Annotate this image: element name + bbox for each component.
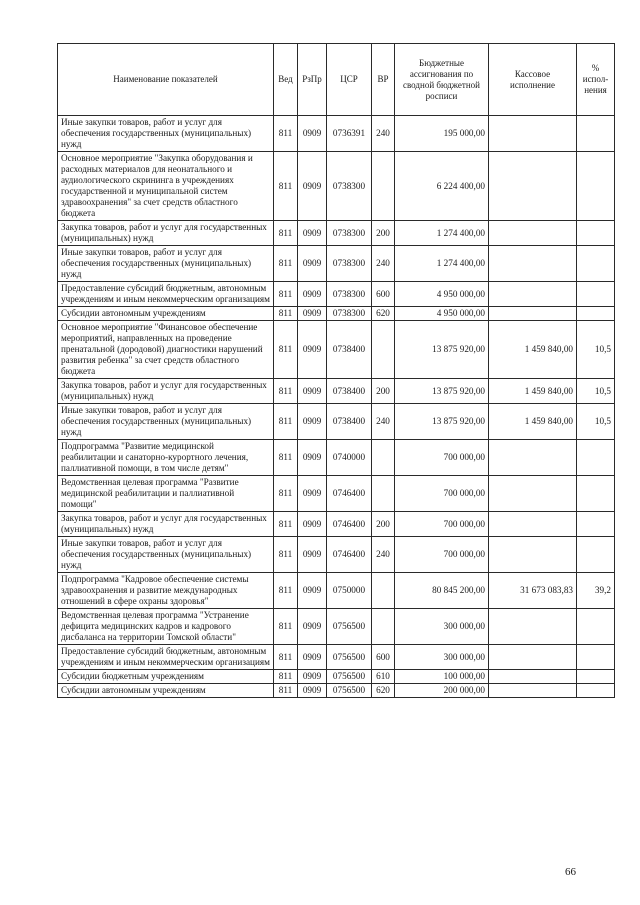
row-pct bbox=[577, 537, 615, 573]
row-name: Закупка товаров, работ и услуг для государственных (муниципальных) нужд bbox=[58, 221, 274, 246]
row-pct: 39,2 bbox=[577, 573, 615, 609]
row-vr: 620 bbox=[372, 684, 395, 698]
row-rzpr: 0909 bbox=[298, 476, 327, 512]
row-rzpr: 0909 bbox=[298, 116, 327, 152]
row-vr: 240 bbox=[372, 537, 395, 573]
table-row bbox=[58, 282, 615, 307]
row-cash: 31 673 083,83 bbox=[489, 573, 577, 609]
row-rzpr: 0909 bbox=[298, 246, 327, 282]
row-budget: 4 950 000,00 bbox=[395, 282, 489, 307]
table-row bbox=[58, 670, 615, 684]
row-budget: 100 000,00 bbox=[395, 670, 489, 684]
row-vr: 240 bbox=[372, 404, 395, 440]
row-cash bbox=[489, 537, 577, 573]
table-row bbox=[58, 379, 615, 404]
row-pct bbox=[577, 670, 615, 684]
row-cash bbox=[489, 440, 577, 476]
row-budget: 700 000,00 bbox=[395, 512, 489, 537]
row-csr: 0738400 bbox=[327, 404, 372, 440]
row-name: Предоставление субсидий бюджетным, автономным учреждениям и иным некоммерческим организациям bbox=[58, 282, 274, 307]
row-name: Иные закупки товаров, работ и услуг для обеспечения государственных (муниципальных) нужд bbox=[58, 116, 274, 152]
row-csr: 0746400 bbox=[327, 537, 372, 573]
table-row bbox=[58, 221, 615, 246]
row-cash bbox=[489, 307, 577, 321]
row-vr: 200 bbox=[372, 221, 395, 246]
row-ved: 811 bbox=[274, 573, 298, 609]
row-rzpr: 0909 bbox=[298, 537, 327, 573]
row-name: Субсидии автономным учреждениям bbox=[58, 684, 274, 698]
table-row bbox=[58, 116, 615, 152]
row-cash bbox=[489, 152, 577, 221]
row-pct bbox=[577, 476, 615, 512]
row-cash bbox=[489, 476, 577, 512]
row-pct bbox=[577, 282, 615, 307]
row-name: Иные закупки товаров, работ и услуг для обеспечения государственных (муниципальных) нужд bbox=[58, 246, 274, 282]
budget-execution-table bbox=[57, 43, 615, 698]
table-header-row bbox=[58, 44, 615, 116]
row-ved: 811 bbox=[274, 670, 298, 684]
row-ved: 811 bbox=[274, 476, 298, 512]
table-row bbox=[58, 476, 615, 512]
table-row bbox=[58, 246, 615, 282]
row-rzpr: 0909 bbox=[298, 440, 327, 476]
row-csr: 0738300 bbox=[327, 152, 372, 221]
row-rzpr: 0909 bbox=[298, 321, 327, 379]
row-cash: 1 459 840,00 bbox=[489, 379, 577, 404]
row-budget: 700 000,00 bbox=[395, 440, 489, 476]
row-csr: 0756500 bbox=[327, 645, 372, 670]
header-cash: Кассовое исполнение bbox=[489, 44, 577, 116]
row-vr: 240 bbox=[372, 246, 395, 282]
row-ved: 811 bbox=[274, 307, 298, 321]
row-name: Ведомственная целевая программа "Устранение дефицита медицинских кадров и кадрового дисбаланса на территории Томской области" bbox=[58, 609, 274, 645]
row-pct bbox=[577, 246, 615, 282]
row-cash bbox=[489, 116, 577, 152]
row-csr: 0740000 bbox=[327, 440, 372, 476]
row-ved: 811 bbox=[274, 116, 298, 152]
row-ved: 811 bbox=[274, 321, 298, 379]
table-row bbox=[58, 307, 615, 321]
row-vr bbox=[372, 440, 395, 476]
row-ved: 811 bbox=[274, 645, 298, 670]
page-number: 66 bbox=[565, 866, 576, 878]
row-csr: 0738300 bbox=[327, 282, 372, 307]
row-budget: 4 950 000,00 bbox=[395, 307, 489, 321]
row-vr bbox=[372, 609, 395, 645]
row-ved: 811 bbox=[274, 221, 298, 246]
row-cash: 1 459 840,00 bbox=[489, 404, 577, 440]
table-row bbox=[58, 573, 615, 609]
row-vr: 600 bbox=[372, 645, 395, 670]
row-rzpr: 0909 bbox=[298, 152, 327, 221]
row-name: Закупка товаров, работ и услуг для государственных (муниципальных) нужд bbox=[58, 512, 274, 537]
row-budget: 6 224 400,00 bbox=[395, 152, 489, 221]
row-rzpr: 0909 bbox=[298, 307, 327, 321]
row-rzpr: 0909 bbox=[298, 609, 327, 645]
row-vr bbox=[372, 573, 395, 609]
header-csr: ЦСР bbox=[327, 44, 372, 116]
row-ved: 811 bbox=[274, 440, 298, 476]
row-csr: 0750000 bbox=[327, 573, 372, 609]
row-budget: 80 845 200,00 bbox=[395, 573, 489, 609]
row-ved: 811 bbox=[274, 512, 298, 537]
row-name: Основное мероприятие "Финансовое обеспечение мероприятий, направленных на проведение пренатальной (дородовой) диагностики нарушений развития ребенка" за счет средств областного бюджета bbox=[58, 321, 274, 379]
row-budget: 300 000,00 bbox=[395, 609, 489, 645]
row-budget: 13 875 920,00 bbox=[395, 404, 489, 440]
row-vr: 610 bbox=[372, 670, 395, 684]
row-ved: 811 bbox=[274, 152, 298, 221]
row-name: Иные закупки товаров, работ и услуг для обеспечения государственных (муниципальных) нужд bbox=[58, 537, 274, 573]
row-csr: 0738300 bbox=[327, 307, 372, 321]
row-cash bbox=[489, 246, 577, 282]
row-pct bbox=[577, 221, 615, 246]
row-vr: 600 bbox=[372, 282, 395, 307]
table-row bbox=[58, 645, 615, 670]
row-ved: 811 bbox=[274, 246, 298, 282]
row-pct bbox=[577, 645, 615, 670]
row-cash bbox=[489, 221, 577, 246]
row-rzpr: 0909 bbox=[298, 573, 327, 609]
header-budget: Бюджетные ассигнования по сводной бюджетной росписи bbox=[395, 44, 489, 116]
header-vr: ВР bbox=[372, 44, 395, 116]
row-cash: 1 459 840,00 bbox=[489, 321, 577, 379]
row-ved: 811 bbox=[274, 609, 298, 645]
row-pct: 10,5 bbox=[577, 321, 615, 379]
row-vr bbox=[372, 476, 395, 512]
row-pct: 10,5 bbox=[577, 404, 615, 440]
row-csr: 0756500 bbox=[327, 670, 372, 684]
row-csr: 0746400 bbox=[327, 512, 372, 537]
row-pct bbox=[577, 684, 615, 698]
row-cash bbox=[489, 684, 577, 698]
row-vr: 200 bbox=[372, 379, 395, 404]
row-rzpr: 0909 bbox=[298, 670, 327, 684]
row-cash bbox=[489, 670, 577, 684]
row-cash bbox=[489, 609, 577, 645]
row-vr bbox=[372, 152, 395, 221]
table-row bbox=[58, 321, 615, 379]
row-name: Подпрограмма "Развитие медицинской реабилитации и санаторно-курортного лечения, паллиативной помощи, в том числе детям" bbox=[58, 440, 274, 476]
row-rzpr: 0909 bbox=[298, 512, 327, 537]
row-budget: 200 000,00 bbox=[395, 684, 489, 698]
row-csr: 0756500 bbox=[327, 609, 372, 645]
row-budget: 13 875 920,00 bbox=[395, 321, 489, 379]
row-ved: 811 bbox=[274, 404, 298, 440]
row-budget: 700 000,00 bbox=[395, 476, 489, 512]
row-ved: 811 bbox=[274, 537, 298, 573]
row-name: Подпрограмма "Кадровое обеспечение системы здравоохранения и развитие международных отношений в сфере охраны здоровья" bbox=[58, 573, 274, 609]
row-name: Субсидии автономным учреждениям bbox=[58, 307, 274, 321]
table-row bbox=[58, 684, 615, 698]
row-name: Закупка товаров, работ и услуг для государственных (муниципальных) нужд bbox=[58, 379, 274, 404]
row-budget: 700 000,00 bbox=[395, 537, 489, 573]
row-vr: 620 bbox=[372, 307, 395, 321]
row-csr: 0738300 bbox=[327, 221, 372, 246]
row-name: Иные закупки товаров, работ и услуг для обеспечения государственных (муниципальных) нужд bbox=[58, 404, 274, 440]
table-row bbox=[58, 404, 615, 440]
header-name: Наименование показателей bbox=[58, 44, 274, 116]
row-budget: 1 274 400,00 bbox=[395, 221, 489, 246]
row-ved: 811 bbox=[274, 282, 298, 307]
row-csr: 0746400 bbox=[327, 476, 372, 512]
row-vr: 200 bbox=[372, 512, 395, 537]
header-ved: Вед bbox=[274, 44, 298, 116]
row-rzpr: 0909 bbox=[298, 379, 327, 404]
row-budget: 1 274 400,00 bbox=[395, 246, 489, 282]
row-cash bbox=[489, 282, 577, 307]
row-ved: 811 bbox=[274, 379, 298, 404]
row-name: Субсидии бюджетным учреждениям bbox=[58, 670, 274, 684]
table-row bbox=[58, 512, 615, 537]
table-row bbox=[58, 152, 615, 221]
row-budget: 13 875 920,00 bbox=[395, 379, 489, 404]
row-pct bbox=[577, 440, 615, 476]
row-budget: 195 000,00 bbox=[395, 116, 489, 152]
row-name: Основное мероприятие "Закупка оборудования и расходных материалов для неонатального и аудиологического скрининга в учреждениях государственной и муниципальной систем здравоохранения" за счет средств областного бюджета bbox=[58, 152, 274, 221]
row-pct bbox=[577, 307, 615, 321]
table-row bbox=[58, 440, 615, 476]
row-pct bbox=[577, 512, 615, 537]
row-rzpr: 0909 bbox=[298, 645, 327, 670]
row-csr: 0738300 bbox=[327, 246, 372, 282]
row-rzpr: 0909 bbox=[298, 684, 327, 698]
row-name: Предоставление субсидий бюджетным, автономным учреждениям и иным некоммерческим организациям bbox=[58, 645, 274, 670]
row-pct bbox=[577, 609, 615, 645]
row-pct bbox=[577, 152, 615, 221]
row-vr bbox=[372, 321, 395, 379]
row-cash bbox=[489, 645, 577, 670]
table-row bbox=[58, 537, 615, 573]
row-csr: 0736391 bbox=[327, 116, 372, 152]
header-pct: % испол-нения bbox=[577, 44, 615, 116]
row-vr: 240 bbox=[372, 116, 395, 152]
row-csr: 0738400 bbox=[327, 379, 372, 404]
row-csr: 0756500 bbox=[327, 684, 372, 698]
table-row bbox=[58, 609, 615, 645]
row-name: Ведомственная целевая программа "Развитие медицинской реабилитации и паллиативной помощи" bbox=[58, 476, 274, 512]
row-rzpr: 0909 bbox=[298, 282, 327, 307]
row-ved: 811 bbox=[274, 684, 298, 698]
row-cash bbox=[489, 512, 577, 537]
header-rzpr: РзПр bbox=[298, 44, 327, 116]
row-rzpr: 0909 bbox=[298, 404, 327, 440]
row-rzpr: 0909 bbox=[298, 221, 327, 246]
row-pct bbox=[577, 116, 615, 152]
row-budget: 300 000,00 bbox=[395, 645, 489, 670]
row-csr: 0738400 bbox=[327, 321, 372, 379]
row-pct: 10,5 bbox=[577, 379, 615, 404]
